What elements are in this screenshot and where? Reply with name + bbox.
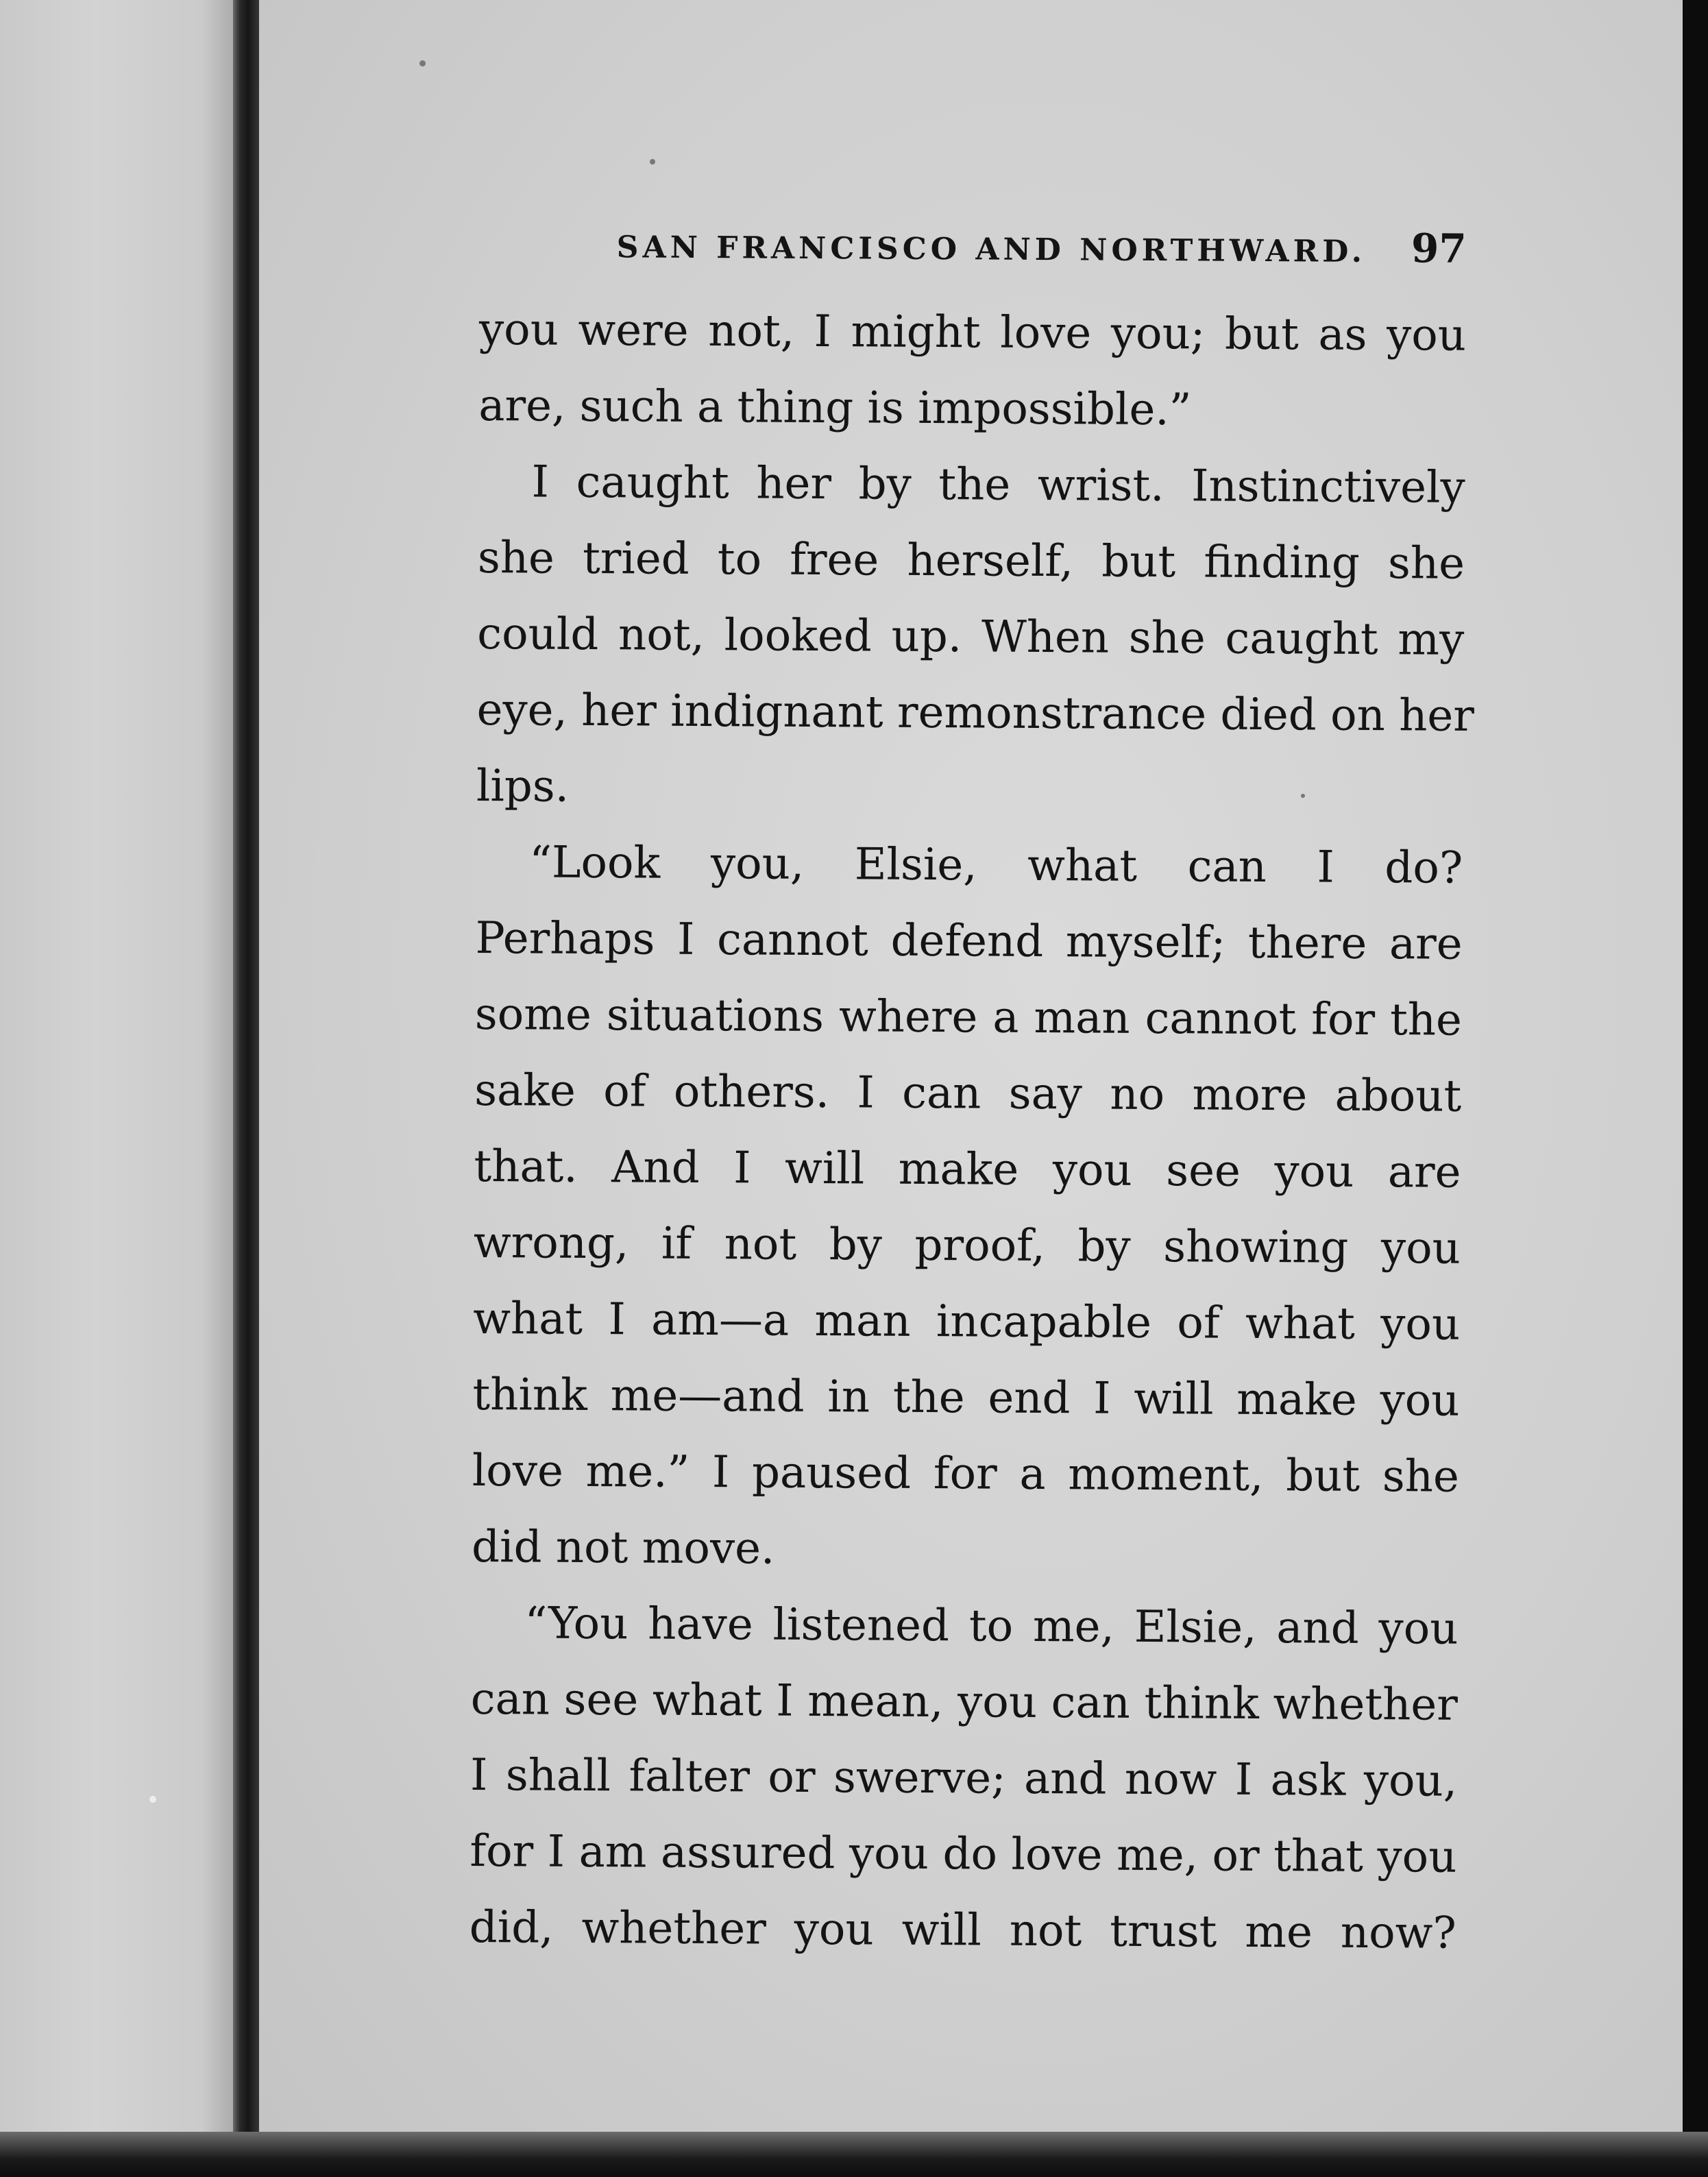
page-number: 97 <box>1411 225 1467 272</box>
text-line: Perhaps I cannot defend myself; there are <box>475 912 1463 970</box>
running-head-title: SAN FRANCISCO AND NORTHWARD. <box>616 230 1367 269</box>
text-line: she tried to free herself, but finding she <box>477 532 1465 589</box>
text-line: “You have listened to me, Elsie, and you <box>524 1598 1459 1655</box>
scan-speck <box>650 159 655 165</box>
text-line: sake of others. I can say no more about <box>474 1065 1462 1122</box>
text-line: eye, her indignant remonstrance died on her <box>476 684 1475 742</box>
text-line: what I am—a man incapable of what you <box>472 1293 1461 1350</box>
text-line: did, whether you will not trust me now? <box>469 1901 1456 1959</box>
scan-speck <box>149 1796 156 1803</box>
scan-speck <box>419 60 426 66</box>
text-line: some situations where a man cannot for the <box>474 988 1463 1046</box>
page-right-edge <box>1683 0 1708 2177</box>
text-line: think me—and in the end I will make you <box>472 1369 1460 1426</box>
text-line: could not, looked up. When she caught my <box>477 608 1465 666</box>
book-binding-gutter <box>233 0 260 2177</box>
page-bottom-edge <box>0 2132 1708 2177</box>
text-line: you were not, I might love you; but as you <box>478 304 1467 361</box>
text-line: lips. <box>476 760 570 812</box>
running-head <box>617 220 1467 272</box>
text-line: for I am assured you do love me, or that you <box>469 1825 1457 1883</box>
text-line: I caught her by the wrist. Instinctively <box>531 457 1465 513</box>
text-line: love me.” I paused for a moment, but she <box>472 1445 1460 1503</box>
text-line: “Look you, Elsie, what can I do? <box>529 837 1463 894</box>
previous-page-margin <box>0 0 236 2177</box>
text-line: that. And I will make you see you are <box>474 1141 1461 1198</box>
text-line: can see what I mean, you can think whether <box>470 1673 1459 1731</box>
text-line: wrong, if not by proof, by showing you <box>473 1217 1461 1274</box>
page-text <box>469 219 1475 1972</box>
text-line: I shall falter or swerve; and now I ask you, <box>469 1749 1458 1807</box>
text-line: are, such a thing is impossible.” <box>478 380 1192 436</box>
text-line: did not move. <box>471 1521 775 1574</box>
